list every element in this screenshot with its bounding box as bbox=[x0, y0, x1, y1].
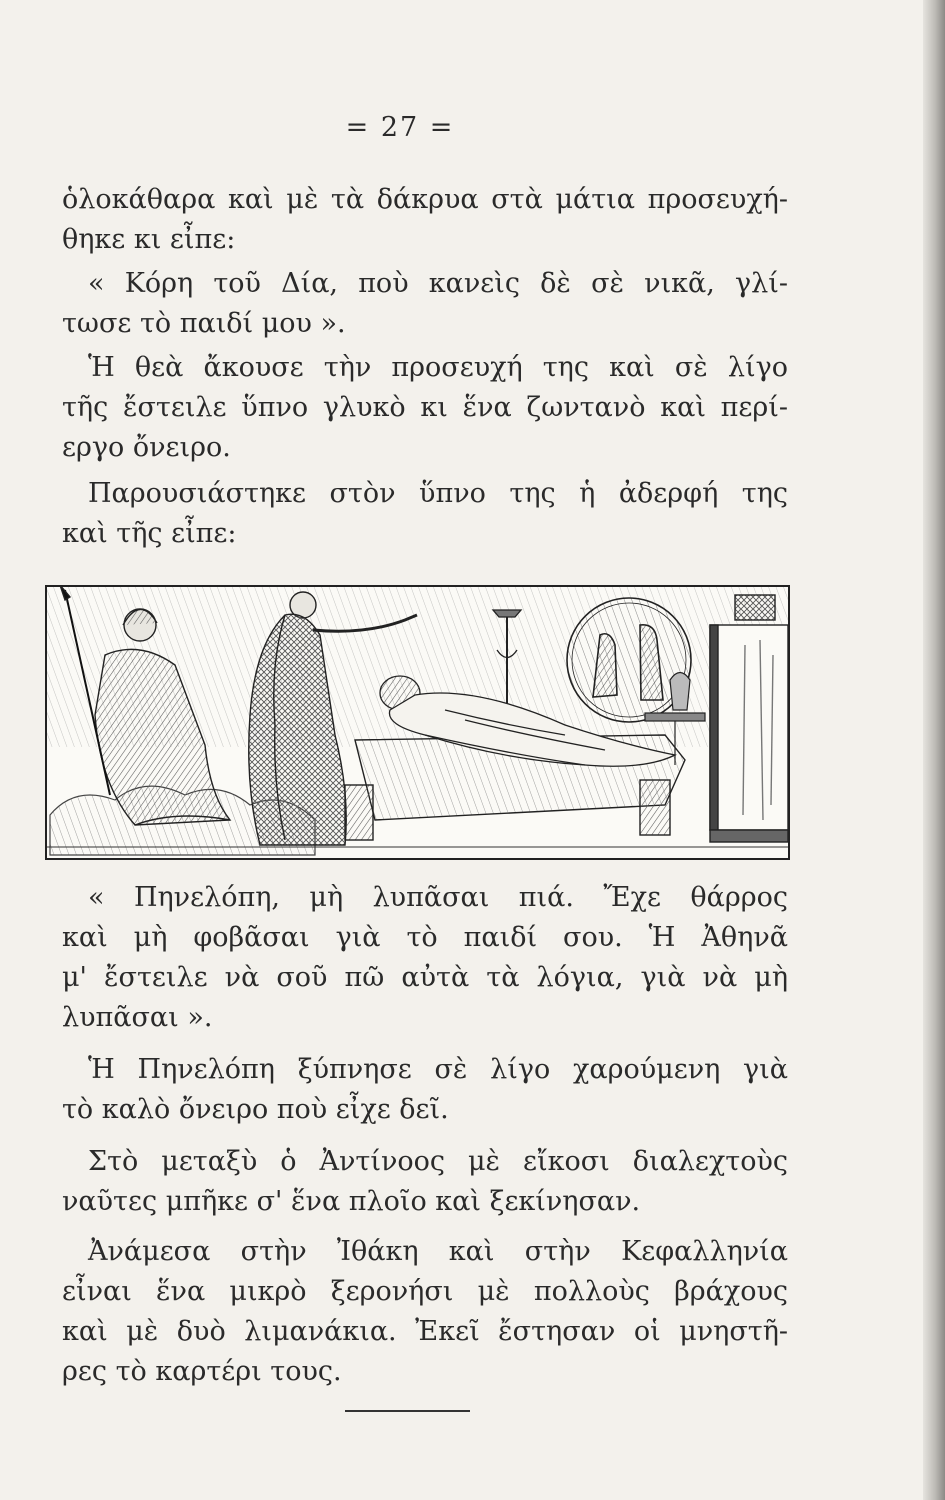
text-line: μ' ἔστειλε νὰ σοῦ πῶ αὐτὰ τὰ λόγια, γιὰ νὰ μὴ bbox=[62, 962, 788, 993]
text-line: ναῦτες μπῆκε σ' ἕνα πλοῖο καὶ ξεκίνησαν. bbox=[62, 1186, 641, 1217]
engraving-illustration bbox=[45, 585, 790, 860]
text-line: « Κόρη τοῦ Δία, ποὺ κανεὶς δὲ σὲ νικᾶ, γλί- bbox=[88, 268, 788, 299]
paragraph-5 bbox=[62, 878, 788, 1038]
text-line: Παρουσιάστηκε στὸν ὕπνο της ἡ ἀδερφή της bbox=[88, 478, 788, 509]
text-line: εργο ὄνειρο. bbox=[62, 432, 231, 463]
text-line: « Πηνελόπη, μὴ λυπᾶσαι πιά. Ἔχε θάρρος bbox=[88, 882, 788, 913]
text-line: Ἀνάμεσα στὴν Ἰθάκη καὶ στὴν Κεφαλληνία bbox=[88, 1236, 788, 1267]
paragraph-8 bbox=[62, 1232, 788, 1392]
column-drapery bbox=[710, 595, 788, 842]
paragraph-3 bbox=[62, 348, 788, 468]
paragraph-1 bbox=[62, 180, 788, 260]
text-line: τὸ καλὸ ὄνειρο ποὺ εἶχε δεῖ. bbox=[62, 1094, 449, 1125]
text-line: εἶναι ἕνα μικρὸ ξερονήσι μὲ πολλοὺς βράχους bbox=[62, 1276, 788, 1307]
paragraph-2 bbox=[62, 264, 788, 344]
text-line: ρες τὸ καρτέρι τους. bbox=[62, 1356, 342, 1387]
paragraph-4 bbox=[62, 474, 788, 554]
text-line: ὁλοκάθαρα καὶ μὲ τὰ δάκρυα στὰ μάτια προσευχή- bbox=[62, 184, 788, 215]
paragraph-6 bbox=[62, 1050, 788, 1130]
text-line: Στὸ μεταξὺ ὁ Ἀντίνοος μὲ εἴκοσι διαλεχτοὺς bbox=[88, 1146, 788, 1177]
text-line: Ἡ θεὰ ἄκουσε τὴν προσευχή της καὶ σὲ λίγο bbox=[88, 352, 788, 383]
text-line: τῆς ἔστειλε ὕπνο γλυκὸ κι ἕνα ζωντανὸ καὶ περί- bbox=[62, 392, 788, 423]
page-edge-shadow bbox=[923, 0, 945, 1500]
text-line: καὶ μὲ δυὸ λιμανάκια. Ἐκεῖ ἔστησαν οἱ μνηστῆ- bbox=[62, 1316, 788, 1347]
text-line: τωσε τὸ παιδί μου ». bbox=[62, 308, 346, 339]
page-number: = 27 = bbox=[345, 112, 455, 143]
text-line: λυπᾶσαι ». bbox=[62, 1002, 213, 1033]
text-line: θηκε κι εἶπε: bbox=[62, 224, 236, 255]
paragraph-7 bbox=[62, 1142, 788, 1222]
text-line: Ἡ Πηνελόπη ξύπνησε σὲ λίγο χαρούμενη γιὰ bbox=[88, 1054, 788, 1085]
text-line: καὶ τῆς εἶπε: bbox=[62, 518, 237, 549]
text-line: καὶ μὴ φοβᾶσαι γιὰ τὸ παιδί σου. Ἡ Ἀθηνᾶ bbox=[62, 922, 788, 953]
end-rule-divider bbox=[345, 1410, 470, 1412]
